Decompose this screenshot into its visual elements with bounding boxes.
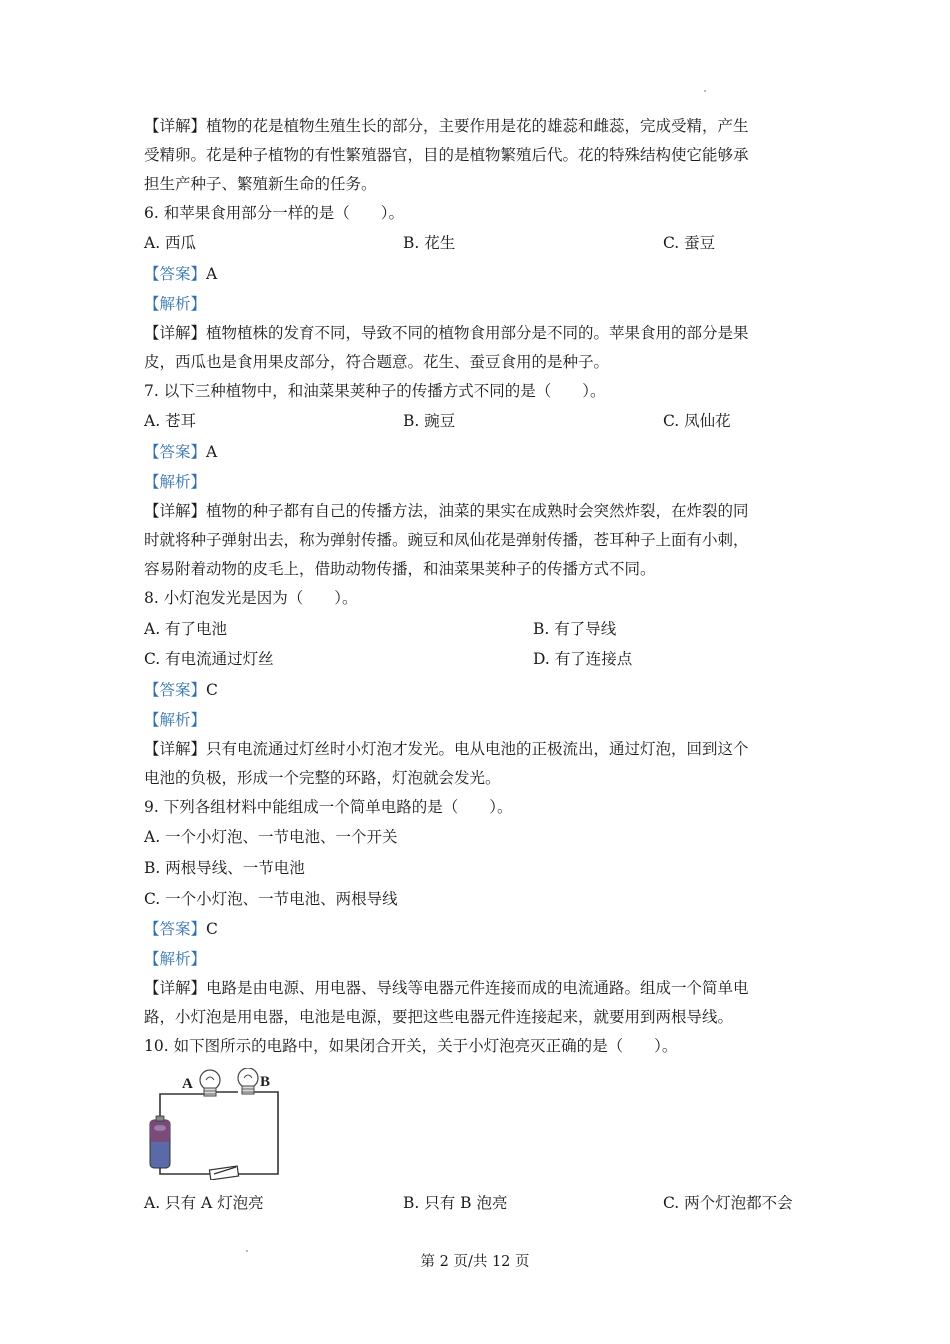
q10-stem: 10. 如下图所示的电路中，如果闭合开关，关于小灯泡亮灭正确的是（ ）。 (144, 1037, 678, 1055)
q6-option-c: C. 蚕豆 (663, 234, 716, 252)
q6-detail-line-1: 【详解】植物植株的发育不同，导致不同的植物食用部分是不同的。苹果食用的部分是果 (144, 324, 749, 342)
q10-option-b: B. 只有 B 泡亮 (403, 1194, 508, 1212)
q9-stem: 9. 下列各组材料中能组成一个简单电路的是（ ）。 (144, 798, 513, 816)
q6-analysis-tag: 【解析】 (144, 295, 207, 313)
q8-option-d: D. 有了连接点 (533, 650, 633, 668)
q7-option-b: B. 豌豆 (403, 412, 456, 430)
detail-tag: 【详解】 (144, 979, 207, 997)
detail-tag: 【详解】 (144, 117, 207, 135)
q7-detail-line-3: 容易附着动物的皮毛上，借助动物传播，和油菜果荚种子的传播方式不同。 (144, 560, 656, 578)
bulb-a-label: A (182, 1076, 193, 1092)
q9-detail-line-1: 【详解】电路是由电源、用电器、导线等电器元件连接而成的电流通路。组成一个简单电 (144, 979, 749, 997)
detail-tag: 【详解】 (144, 324, 207, 342)
q9-option-b: B. 两根导线、一节电池 (144, 859, 305, 877)
q6-option-b: B. 花生 (403, 234, 456, 252)
bulb-b-label: B (260, 1074, 271, 1090)
q7-detail-line-1: 【详解】植物的种子都有自己的传播方法，油菜的果实在成熟时会突然炸裂，在炸裂的同 (144, 502, 749, 520)
wire-left-bottom (160, 1168, 210, 1174)
detail-tag: 【详解】 (144, 740, 207, 758)
answer-tag: 【答案】 (144, 265, 207, 283)
q5-detail-line-1: 【详解】植物的花是植物生殖生长的部分，主要作用是花的雄蕊和雌蕊，完成受精，产生 (144, 117, 749, 135)
q6-option-a: A. 西瓜 (144, 234, 197, 252)
q6-stem: 6. 和苹果食用部分一样的是（ ）。 (144, 204, 404, 222)
page-footer: 第 2 页/共 12 页 (420, 1254, 530, 1270)
q9-answer: 【答案】C (144, 920, 218, 938)
wire-left-top (160, 1094, 204, 1124)
q5-detail-line-2: 受精卵。花是种子植物的有性繁殖器官，目的是植物繁殖后代。花的特殊结构使它能够承 (144, 146, 749, 164)
scan-dot (704, 90, 706, 92)
q7-detail-line-2: 时就将种子弹射出去，称为弹射传播。豌豆和凤仙花是弹射传播，苍耳种子上面有小刺， (144, 531, 749, 549)
wire-right (238, 1092, 278, 1174)
q8-option-c: C. 有电流通过灯丝 (144, 650, 274, 668)
q9-detail-line-2: 路，小灯泡是用电器，电池是电源，要把这些电器元件连接起来，就要用到两根导线。 (144, 1008, 734, 1026)
q8-option-a: A. 有了电池 (144, 620, 228, 638)
q7-analysis-tag: 【解析】 (144, 473, 207, 491)
answer-tag: 【答案】 (144, 920, 207, 938)
q7-option-c: C. 凤仙花 (663, 412, 731, 430)
circuit-diagram (142, 1068, 287, 1180)
q6-detail-line-2: 皮，西瓜也是食用果皮部分，符合题意。花生、蚕豆食用的是种子。 (144, 353, 610, 371)
answer-tag: 【答案】 (144, 681, 207, 699)
q8-stem: 8. 小灯泡发光是因为（ ）。 (144, 589, 358, 607)
battery-icon (150, 1116, 170, 1168)
q10-option-c: C. 两个灯泡都不会 (663, 1194, 793, 1212)
q7-stem: 7. 以下三种植物中，和油菜果荚种子的传播方式不同的是（ ）。 (144, 382, 606, 400)
q8-detail-line-2: 电池的负极，形成一个完整的环路，灯泡就会发光。 (144, 769, 501, 787)
q9-option-a: A. 一个小灯泡、一节电池、一个开关 (144, 828, 398, 846)
q8-detail-line-1: 【详解】只有电流通过灯丝时小灯泡才发光。电从电池的正极流出，通过灯泡，回到这个 (144, 740, 749, 758)
q10-option-a: A. 只有 A 灯泡亮 (144, 1194, 264, 1212)
switch-icon (209, 1166, 238, 1180)
q5-detail-line-3: 担生产种子、繁殖新生命的任务。 (144, 175, 377, 193)
bulb-b-icon (238, 1068, 258, 1094)
q6-answer: 【答案】A (144, 265, 218, 283)
q9-option-c: C. 一个小灯泡、一节电池、两根导线 (144, 890, 398, 908)
q7-answer: 【答案】A (144, 443, 218, 461)
q8-analysis-tag: 【解析】 (144, 711, 207, 729)
q8-answer: 【答案】C (144, 681, 218, 699)
q9-analysis-tag: 【解析】 (144, 950, 207, 968)
detail-tag: 【详解】 (144, 502, 207, 520)
q7-option-a: A. 苍耳 (144, 412, 197, 430)
q8-option-b: B. 有了导线 (533, 620, 617, 638)
answer-tag: 【答案】 (144, 443, 207, 461)
